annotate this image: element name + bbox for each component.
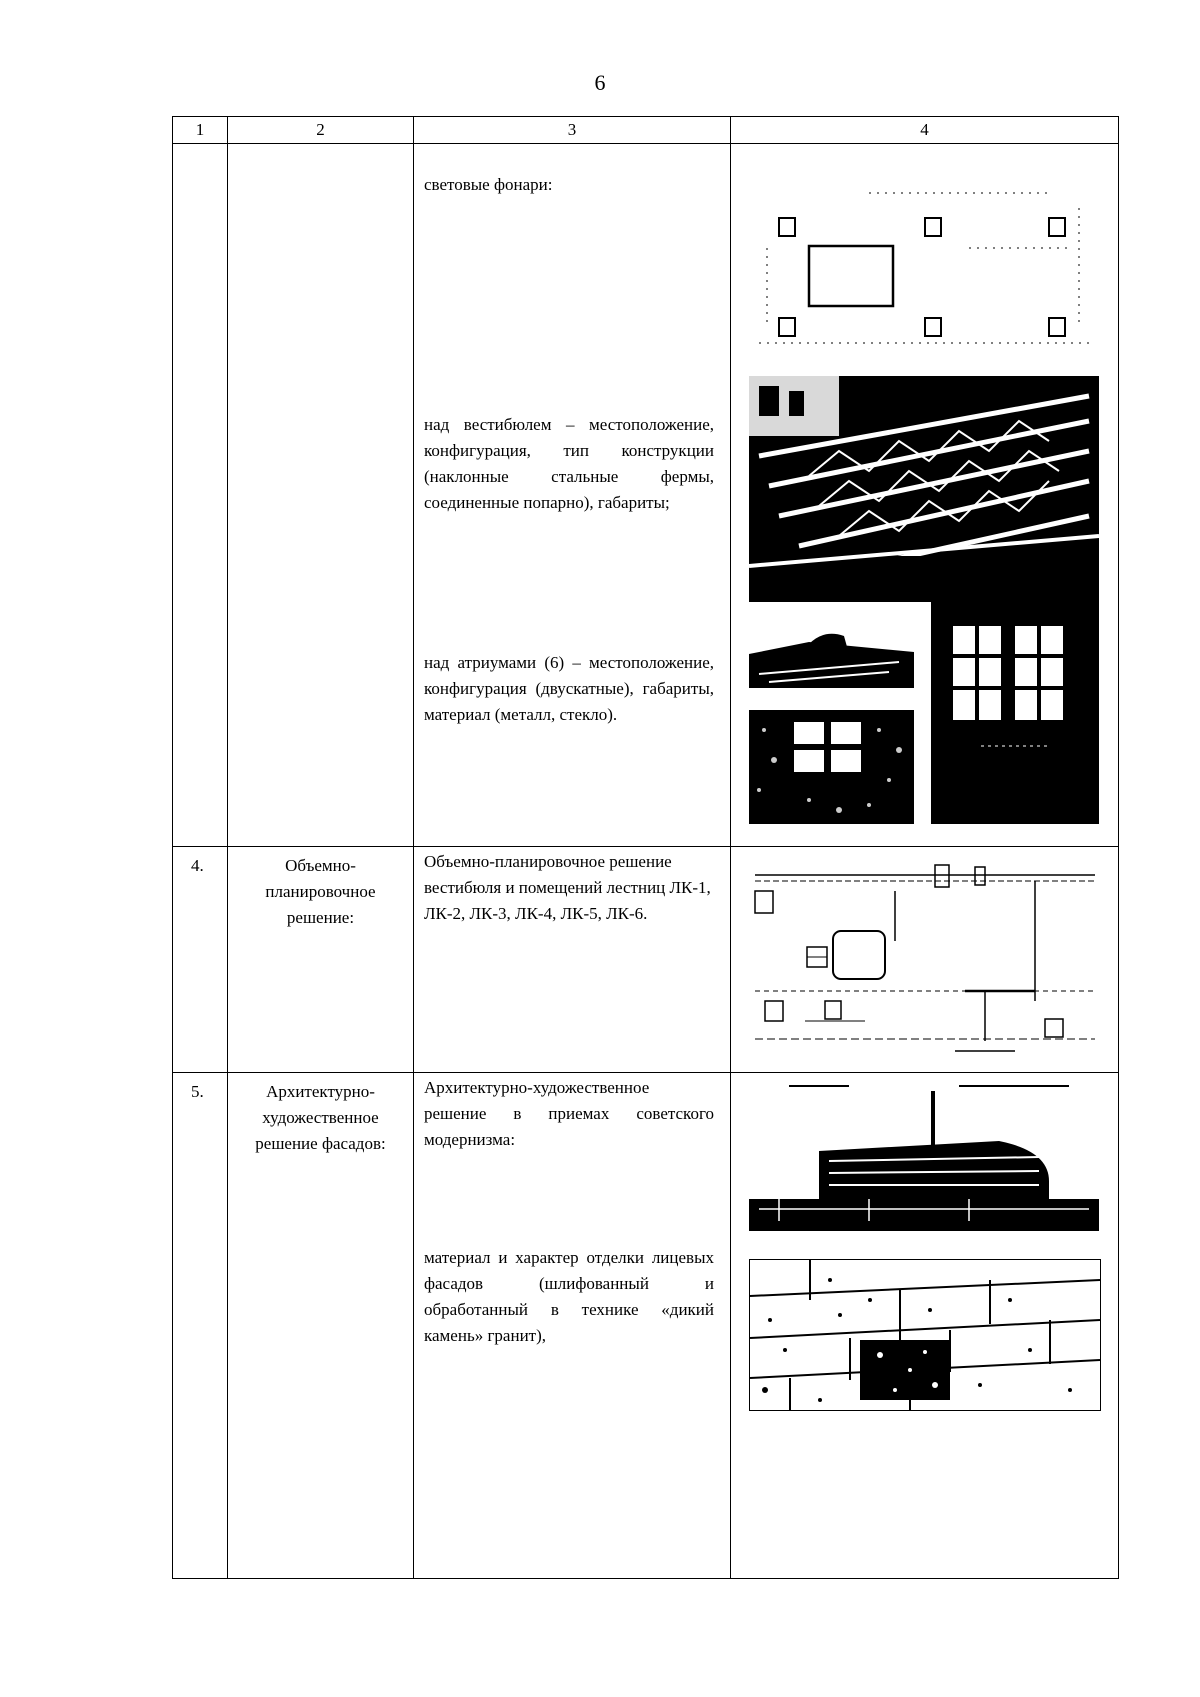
row-subject: Архитектурно-художественное решение фасадов: (228, 1073, 414, 1579)
row-number: 5. (173, 1073, 228, 1579)
skylight-plan-drawing (749, 188, 1099, 350)
table-row (173, 847, 1119, 1073)
row-number (173, 144, 228, 847)
granite-wall-photo (749, 1259, 1101, 1411)
facade-description: Архитектурно-художественное решение в приемах советского модернизма: (424, 1078, 714, 1149)
layout-description: Объемно-планировочное решение вестибюля и помещений лестниц ЛК-1, ЛК-2, ЛК-3, ЛК-4, ЛК-5, ЛК-6. (424, 852, 711, 923)
document-table (172, 116, 1119, 1579)
page-number: 6 (594, 70, 606, 95)
building-facade-photo (749, 1081, 1099, 1231)
vestibule-floor-plan (745, 861, 1107, 1061)
atrium-exterior-photo (749, 624, 914, 688)
table-row (173, 1073, 1119, 1579)
table-header-row (173, 117, 1119, 144)
row-description (414, 1073, 731, 1579)
row-subject (228, 144, 414, 847)
header-col-2: 2 (228, 117, 414, 144)
vestibule-skylight-text: над вестибюлем – местоположение, конфигурация, тип конструкции (наклонные стальные фермы, соединенные попарно), габариты; (424, 415, 714, 512)
row-illustrations (731, 1073, 1119, 1579)
row-description (414, 847, 731, 1073)
skylights-heading: световые фонари: (424, 175, 553, 194)
header-col-3: 3 (414, 117, 731, 144)
row-illustrations (731, 144, 1119, 847)
vestibule-trusses-photo (749, 376, 1099, 602)
atrium-windows-photo (931, 596, 1099, 824)
row-illustrations (731, 847, 1119, 1073)
row-subject: Объемно-планировочное решение: (228, 847, 414, 1073)
finish-description: материал и характер отделки лицевых фасадов (шлифованный и обработанный в технике «дикий камень» гранит), (424, 1248, 714, 1345)
atrium-interior-photo (749, 710, 914, 824)
row-number: 4. (173, 847, 228, 1073)
header-col-1: 1 (173, 117, 228, 144)
table-row (173, 144, 1119, 847)
atrium-skylight-text: над атриумами (6) – местоположение, конфигурация (двускатные), габариты, материал (металл, стекло). (424, 653, 714, 724)
row-description (414, 144, 731, 847)
header-col-4: 4 (731, 117, 1119, 144)
